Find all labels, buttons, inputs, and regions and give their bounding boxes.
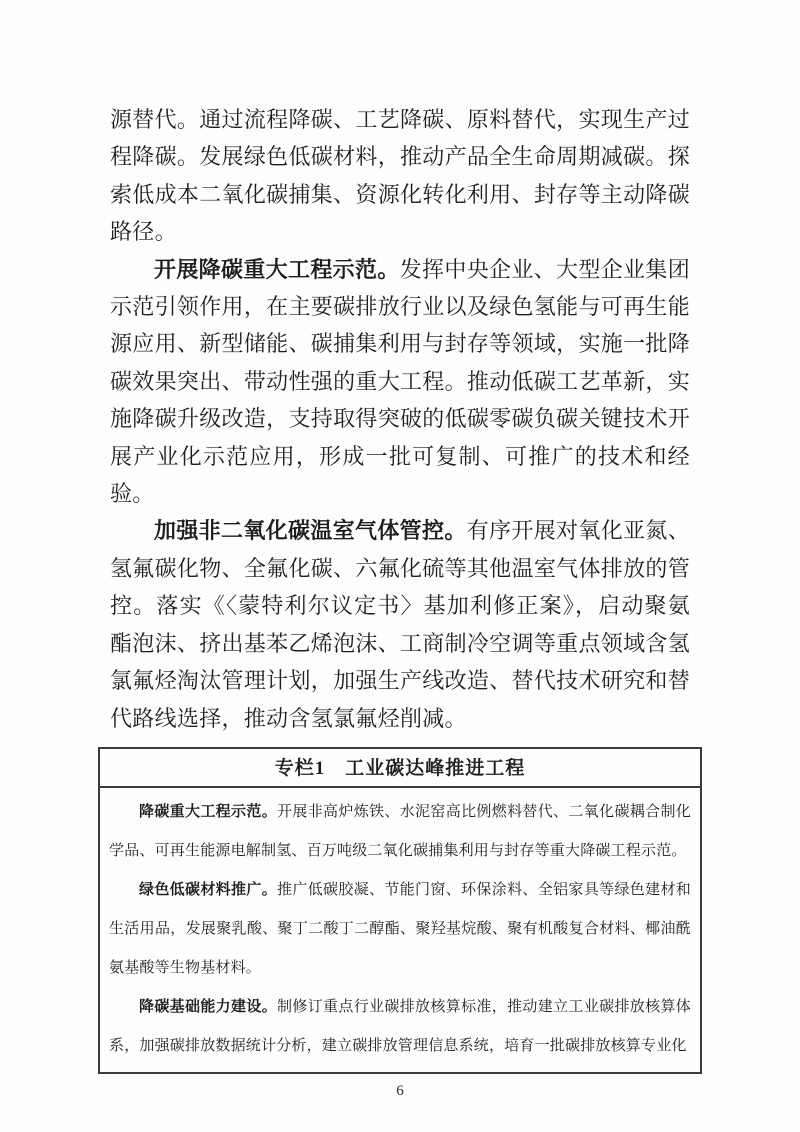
callout-paragraph [109, 988, 691, 1066]
paragraph-lead: 加强非二氧化碳温室气体管控。 [154, 518, 467, 544]
paragraph-lead: 开展降碳重大工程示范。 [154, 256, 400, 282]
paragraph-lead: 降碳基础能力建设。 [139, 998, 278, 1015]
callout-body [100, 788, 700, 1072]
paragraph-text: 推广低碳胶凝、节能门窗、环保涂料、全铝家具等绿色建材和生活用品，发展聚乳酸、聚丁二酸丁二醇酯、聚羟基烷酸、聚有机酸复合材料、椰油酰氨基酸等生物基材料。 [109, 881, 691, 976]
paragraph-text: 有序开展对氧化亚氮、氢氟碳化物、全氟化碳、六氟化硫等其他温室气体排放的管控。落实《〈蒙特利尔议定书〉基加利修正案》，启动聚氨酯泡沫、挤出基苯乙烯泡沫、工商制冷空调等重点领域含氢氯氟烃淘汰管理计划，加强生产线改造、替代技术研究和替代路线选择，推动含氢氯氟烃削减。 [110, 518, 690, 731]
callout-box [98, 747, 702, 1074]
body-paragraph [110, 101, 690, 251]
text-column [110, 0, 690, 1100]
page-number: 6 [396, 1082, 404, 1099]
paragraph-text: 源替代。通过流程降碳、工艺降碳、原料替代，实现生产过程降碳。发展绿色低碳材料，推动产品全生命周期减碳。探索低成本二氧化碳捕集、资源化转化利用、封存等主动降碳路径。 [110, 107, 690, 245]
paragraph-text: 发挥中央企业、大型企业集团示范引领作用，在主要碳排放行业以及绿色氢能与可再生能源应用、新型储能、碳捕集利用与封存等领域，实施一批降碳效果突出、带动性强的重大工程。推动低碳工艺革新，实施降碳升级改造，支持取得突破的低碳零碳负碳关键技术开展产业化示范应用，形成一批可复制、可推广的技术和经验。 [110, 256, 690, 507]
callout-paragraph [109, 793, 691, 871]
paragraph-lead: 绿色低碳材料推广。 [139, 881, 278, 898]
paragraph-text: 制修订重点行业碳排放核算标准，推动建立工业碳排放核算体系，加强碳排放数据统计分析，建立碳排放管理信息系统，培育一批碳排放核算专业化 [109, 998, 691, 1054]
callout-title: 专栏1 工业碳达峰推进工程 [100, 749, 700, 788]
paragraph-text: 开展非高炉炼铁、水泥窑高比例燃料替代、二氧化碳耦合制化学品、可再生能源电解制氢、百万吨级二氧化碳捕集利用与封存等重大降碳工程示范。 [109, 803, 691, 859]
callout-paragraph [109, 871, 691, 988]
paragraph-lead: 降碳重大工程示范。 [139, 803, 278, 820]
body-paragraph [110, 251, 690, 513]
body-paragraph [110, 512, 690, 736]
